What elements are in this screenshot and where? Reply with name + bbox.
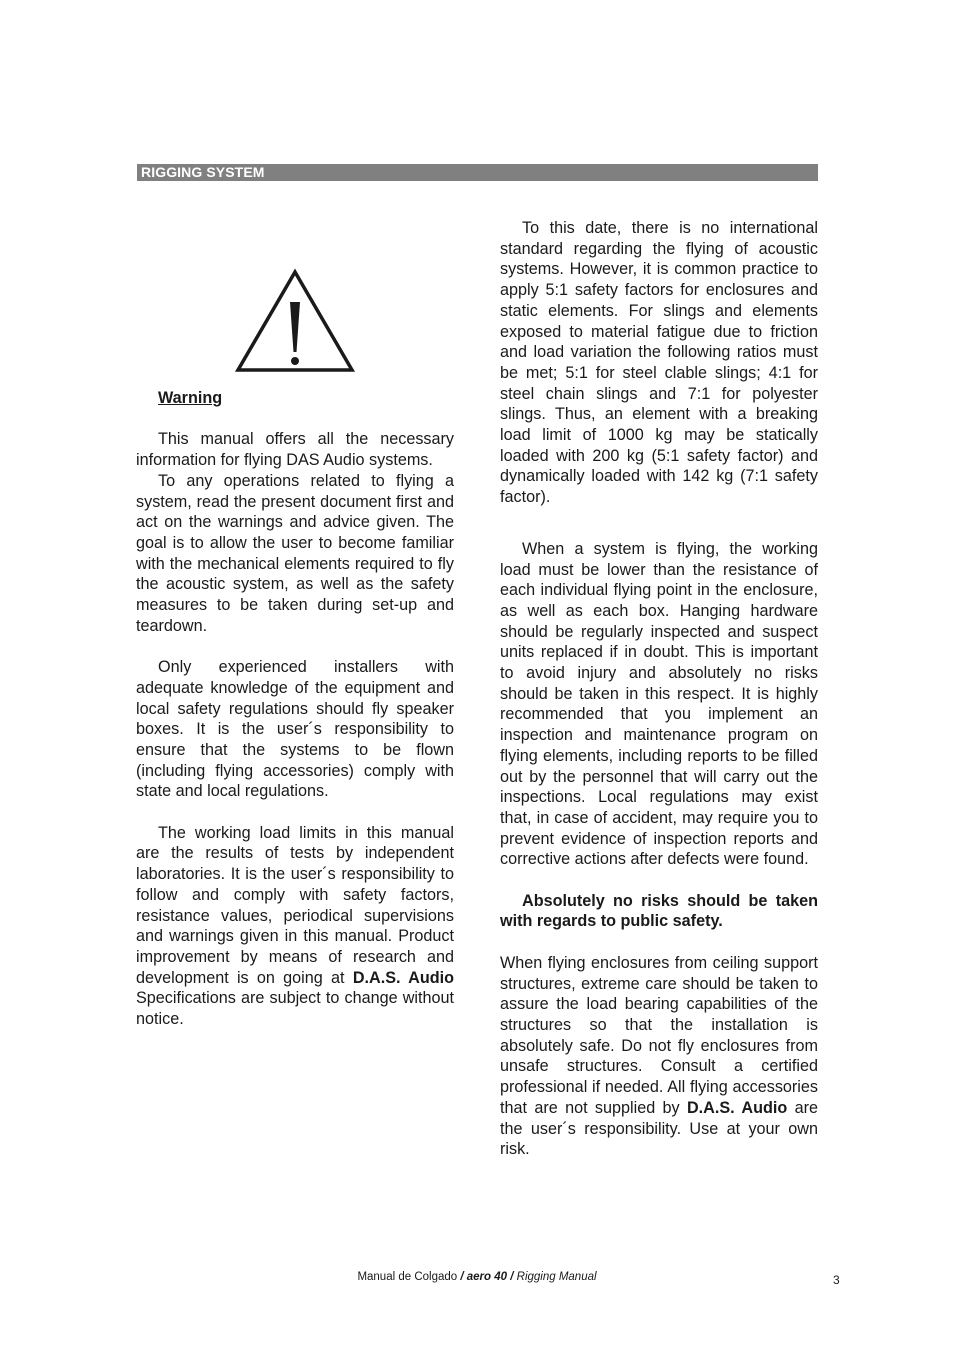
right-paragraph-1: To this date, there is no international standard regarding the flying of acoustic systems. However, it is common practice to apply 5:1 safety factors for enclosures and static elements. For slings and elements exposed to material fatigue due to friction and load variation the following ratios must be met; 5:1 for steel clable slings; 4:1 for steel chain slings and 7:1 for polyester slings. Thus, an element with a breaking load limit of 1000 kg may be statically loaded with 200 kg (5:1 safety factor) and dynamically loaded with 142 kg (7:1 safety factor). (500, 219, 818, 507)
right-paragraph-4: When flying enclosures from ceiling support structures, extreme care should be taken to assure the load bearing capabilities of the structures so that the installation is absolutely safe. Do not fly enclosures from unsafe structures. Consult a certified professional if needed. All flying accessories that are not supplied by D.A.S. Audio are the user´s responsibility. Use at your own risk. (500, 953, 818, 1159)
warning-title: Warning (158, 389, 223, 407)
brand-name: D.A.S. Audio (352, 968, 454, 987)
left-paragraph-2: Only experienced installers with adequate knowledge of the equipment and local safety regulations should fly speaker boxes. It is the user´s responsibility to ensure that the systems to be flown (including flying accessories) comply with state and local regulations. (136, 658, 454, 801)
right-column (500, 218, 818, 1160)
warning-triangle-icon (234, 268, 356, 374)
footer-title: Manual de Colgado / aero 40 / Rigging Manual (357, 1271, 597, 1283)
brand-name: D.A.S. Audio (686, 1098, 788, 1117)
left-column (136, 388, 454, 1030)
left-paragraph-3: The working load limits in this manual are the results of tests by independent laboratories. It is the user´s responsibility to follow and comply with safety factors, resistance values, periodical supervisions and warnings given in this manual. Product improvement by means of research and development is on going at D.A.S. Audio Specifications are subject to change without notice. (136, 823, 454, 1029)
safety-statement: Absolutely no risks should be taken with regards to public safety. (500, 891, 818, 931)
product-name: aero 40 (466, 1271, 508, 1283)
page-number: 3 (833, 1273, 840, 1287)
left-paragraph-1b: To any operations related to flying a system, read the present document first and act on the warnings and advice given. The goal is to allow the user to become familiar with the mechanical elements required to fly the acoustic system, as well as the safety measures to be taken during set-up and teardown. (136, 471, 454, 635)
left-paragraph-1a: This manual offers all the necessary information for flying DAS Audio systems. (136, 430, 454, 470)
right-paragraph-2: When a system is flying, the working load must be lower than the resistance of each individual flying point in the enclosure, as well as each box. Hanging hardware should be regularly inspected and suspect units replaced if in doubt. This is important to avoid injury and absolutely no risks should be taken in this respect. It is highly recommended that you implement an inspection and maintenance program on flying elements, including reports to be filled out by the personnel that will carry out the inspections. Local regulations may exist that, in case of accident, may require you to prevent evidence of inspection reports and corrective actions after defects were found. (500, 539, 818, 869)
section-header-bar (137, 164, 818, 181)
section-title: RIGGING SYSTEM (141, 164, 265, 180)
